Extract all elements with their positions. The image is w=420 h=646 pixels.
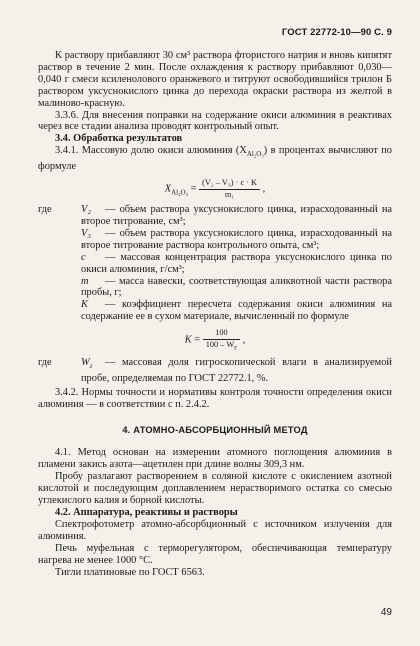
page-number: 49 xyxy=(380,607,392,618)
definition-symbol: m xyxy=(81,275,89,287)
definition-symbol: c xyxy=(81,251,86,263)
paragraph-4-1-b: Пробу разлагают растворением в соляной кислоте с окислением азотной кислотой и последующим доплавлением нерастворимого остатка со смесью углекислого калия и борной кислоты. xyxy=(38,471,392,507)
formula-fraction: $\frac{\text{(V₂ – V₃) · c · K}}{\text{m₁}}$ xyxy=(199,178,260,200)
definition-row xyxy=(38,228,392,252)
variable-definitions-2 xyxy=(38,357,392,385)
definition-row xyxy=(38,252,392,276)
paragraph-3-3-6: 3.3.6. Для внесения поправки на содержание окиси алюминия в реактивах через все стадии анализа проводят контрольный опыт. xyxy=(38,109,392,133)
definition-text: — массовая доля гигроскопической влаги в анализируемой пробе, определяемая по ГОСТ 22772.1, %. xyxy=(81,356,392,384)
paragraph-3-4-2: 3.4.2. Нормы точности и нормативы контроля точности определения окиси алюминия — в соответствии с п. 2.4.2. xyxy=(38,386,392,410)
definition-text: — объем раствора уксуснокислого цинка, израсходованный на второе титрование, см³; xyxy=(81,204,392,228)
definition-lead xyxy=(38,276,81,300)
definition-row xyxy=(38,299,392,323)
variable-definitions-1 xyxy=(38,204,392,323)
definition-row xyxy=(38,357,392,385)
definition-lead xyxy=(38,252,81,276)
page-header: ГОСТ 22772-10—90 С. 9 xyxy=(281,27,392,38)
paragraph-4-2-a: Спектрофотометр атомно-абсорбционный с источником излучения для алюминия. xyxy=(38,518,392,542)
heading-section-4: 4. АТОМНО-АБСОРБЦИОННЫЙ МЕТОД xyxy=(122,424,308,435)
definition-lead xyxy=(38,228,81,252)
paragraph-intro: К раствору прибавляют 30 см³ раствора фтористого натрия и вновь кипятят раствор в течение 2 мин. После охлаждения к раствору прибавляют 0,030—0,040 г смеси ксиленолового оранжевого и титруют освободившийся трилон Б раствором уксуснокислого цинка до перехода окраски раствора из желтой в малиново-красную. xyxy=(38,50,392,109)
definition-text: — масса навески, соответствующая аликвотной части раствора пробы, г; xyxy=(81,275,392,299)
formula-coefficient-k: K = $\frac{100}{100 - W_г}$ , xyxy=(184,328,246,352)
paragraph-3-4-1: 3.4.1. Массовую долю окиси алюминия $(X_{Al_2O_3})$ в процентах вычисляют по формуле xyxy=(38,145,392,173)
definition-lead: где xyxy=(38,356,52,368)
definition-lead: где xyxy=(38,204,52,216)
formula-aluminium-oxide: $X_{Al_2O_3}$ = $\frac{\text{(V₂ – V₃) · c · K}}{\text{m₁}}$ , xyxy=(164,178,266,199)
definition-symbol: $W_г$ xyxy=(81,356,93,370)
paragraph-4-2-c: Тигли платиновые по ГОСТ 6563. xyxy=(55,566,205,578)
definition-symbol: V₂ xyxy=(81,204,91,216)
page-content xyxy=(38,50,392,578)
definition-row xyxy=(38,276,392,300)
definition-lead xyxy=(38,299,81,323)
definition-text: — объем раствора уксуснокислого цинка, израсходованный на второе титрование раствора контрольного опыта, см³; xyxy=(81,227,392,251)
definition-row xyxy=(38,204,392,228)
paragraph-4-1: 4.1. Метод основан на измерении атомного поглощения алюминия в пламени закись азота—ацетилен при длине волны 309,3 нм. xyxy=(38,447,392,471)
paragraph-4-2-b: Печь муфельная с терморегулятором, обеспечивающая температуру нагрева не менее 1000 °С. xyxy=(38,542,392,566)
definition-text: — массовая концентрация раствора уксуснокислого цинка по окиси алюминия, г/см³; xyxy=(81,251,392,275)
definition-text: — коэффициент пересчета содержания окиси алюминия на содержание ее в сухом материале, вычисленный по формуле xyxy=(81,299,392,323)
heading-4-2: 4.2. Аппаратура, реактивы и растворы xyxy=(55,507,238,518)
heading-3-4: 3.4. Обработка результатов xyxy=(55,133,183,145)
formula-fraction: $\frac{100}{100 - W_г}$ xyxy=(203,328,240,353)
definition-symbol: K xyxy=(81,299,88,311)
definition-symbol: V₃ xyxy=(81,227,91,239)
